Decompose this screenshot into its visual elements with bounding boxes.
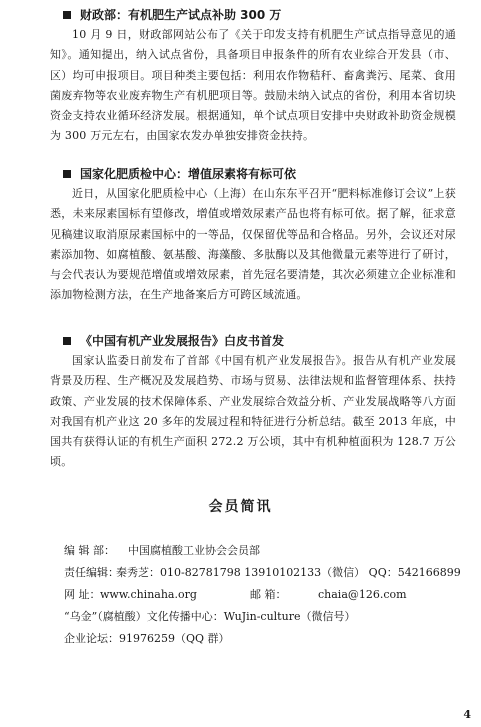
chief-editor-value: 秦秀芝：010-82781798 13910102133（微信） QQ：542166899 bbox=[116, 566, 461, 579]
page-number: 4 bbox=[463, 708, 471, 721]
news-body: 近日，从国家化肥质检中心（上海）在山东东平召开“肥料标准修订会议”上获悉，未来尿素国标有望修改，增值或增效尿素产品也将有标可依。据了解，征求意见稿建议取消原尿素国标中的一等品，仅保留优等品和合格品。另外，会议还对尿素添加物、如腐植酸、氨基酸、海藻酸、多肽酶以及其他微量元素等进行了研讨，与会代表认为要规范增值或增效尿素，首先冠名要清楚，其次必须建立企业标准和添加物检测方法，在生产地备案后方可跨区域流通。 bbox=[50, 187, 456, 302]
news-body: 10 月 9 日，财政部网站公布了《关于印发支持有机肥生产试点指导意见的通知》。通知提出，纳入试点省份，具备项目申报条件的所有农业综合开发县（市、区）均可申报项目。项目种类主要包括：利用农作物秸秆、畜禽粪污、尾菜、食用菌废弃物等农业废弃物生产有机肥项目等。鼓励未纳入试点的省份，利用本省切块资金支持农业循环经济发展。根据通知，单个试点项目安排中央财政补助资金规模为 300 万元左右，由国家农发办单独安排资金扶持。 bbox=[50, 28, 456, 143]
editor-label: 编 辑 部： bbox=[64, 544, 115, 557]
news-item-organic-report bbox=[50, 333, 456, 473]
news-heading-text: 财政部：有机肥生产试点补助 300 万 bbox=[80, 8, 282, 22]
member-section-title: 会员简讯 bbox=[208, 499, 273, 515]
email-link[interactable]: chaia@126.com bbox=[318, 588, 407, 601]
chief-editor-label: 责任编辑： bbox=[64, 566, 119, 579]
editor-value: 中国腐植酸工业协会会员部 bbox=[128, 544, 260, 557]
chief-editor-line bbox=[64, 562, 464, 584]
news-heading-text: 国家化肥质检中心：增值尿素将有标可依 bbox=[80, 167, 297, 181]
news-body: 国家认监委日前发布了首部《中国有机产业发展报告》。报告从有机产业发展背景及历程、生产概况及发展趋势、市场与贸易、法律法规和监督管理体系、扶持政策、产业发展的技术保障体系、产业发展综合效益分析、产业发展战略等八方面对我国有机产业这 20 多年的发展过程和特征进行分析总结。截至 2013 年底，中国共有获得认证的有机生产面积 272.2 万公顷，其中有机种植面积为 128.7 万公顷。 bbox=[50, 354, 456, 469]
email-label: 邮 箱： bbox=[250, 588, 287, 601]
forum-label: 企业论坛： bbox=[64, 632, 119, 645]
square-bullet-icon bbox=[63, 170, 71, 178]
forum-value: 91976259（QQ 群） bbox=[119, 632, 230, 645]
news-item-fertilizer-center bbox=[50, 166, 456, 306]
wujin-label: “乌金”（腐植酸）文化传播中心： bbox=[64, 610, 224, 623]
wujin-value: WuJin-culture（微信号） bbox=[223, 610, 356, 623]
contact-line bbox=[64, 584, 464, 606]
news-heading bbox=[50, 166, 456, 182]
forum-line bbox=[64, 628, 464, 650]
square-bullet-icon bbox=[63, 11, 71, 19]
news-heading bbox=[50, 7, 456, 23]
member-info-block bbox=[64, 540, 464, 650]
news-heading-text: 《中国有机产业发展报告》白皮书首发 bbox=[80, 334, 285, 348]
wujin-line bbox=[64, 606, 464, 628]
editor-line bbox=[64, 540, 464, 562]
website-link[interactable]: www.chinaha.org bbox=[100, 588, 197, 601]
website-label: 网 址： bbox=[64, 588, 101, 601]
square-bullet-icon bbox=[63, 337, 71, 345]
news-heading bbox=[50, 333, 456, 349]
news-item-finance-ministry bbox=[50, 7, 456, 147]
